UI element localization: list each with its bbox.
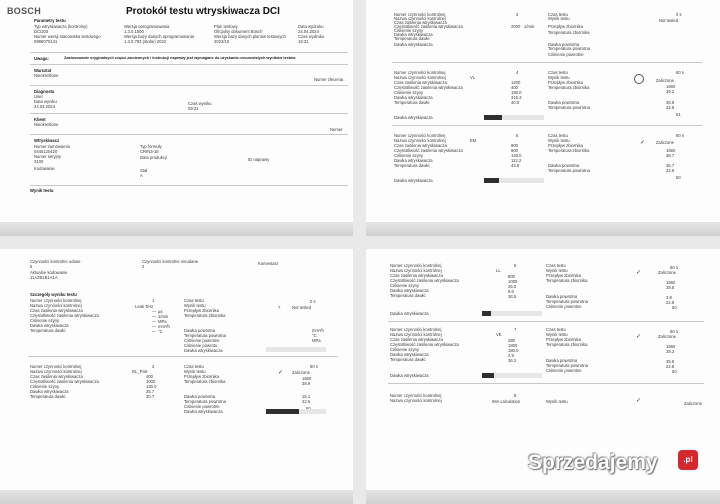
step-result: Zaliczone (658, 334, 676, 339)
summary-label: Czynności kontrolne nieudane (142, 259, 199, 264)
field-label: Temperatura dawki (394, 100, 430, 105)
divider (388, 321, 704, 322)
param-label: Wersja bazy danych oprogramowania (124, 34, 194, 39)
param-value: 2023/10 (214, 39, 230, 44)
dose-bar (484, 178, 544, 183)
field-label: Numer czynności kontrolnej (30, 298, 82, 303)
step-value: 25.0 (508, 284, 517, 289)
step-value: 600 (511, 148, 518, 153)
field-label: Wynik testu (546, 332, 568, 337)
usage-label: Uwaga: (34, 56, 49, 61)
step-value: 1000 (508, 279, 518, 284)
field-label: Ciśnienie szyny (394, 153, 424, 158)
field-label: Temperatura zbiornika (548, 148, 590, 153)
step-value: 39.2 (666, 89, 675, 94)
step-value: — (152, 314, 157, 319)
summary-label: Komentarz (258, 261, 279, 266)
step-time: 0 s (676, 12, 682, 17)
divider (392, 125, 702, 126)
field-label: Ciśnienie szyny (394, 90, 424, 95)
field-label: Temperatura powrotna (548, 168, 590, 173)
field-label: Częstotliwość zasilenia wtryskiwacza (394, 148, 463, 153)
field-label: Przepływ zbiornika (546, 273, 581, 278)
field-label: Temperatura dawki (394, 163, 430, 168)
step-value: 400 (146, 374, 153, 379)
field-label: Czas testu (546, 327, 566, 332)
injector-field-label: ID naprawy (248, 157, 270, 162)
step-result: Zaliczone (656, 140, 674, 145)
field-label: Wynik testu (184, 303, 206, 308)
field-label: Ciśnienie szyny (30, 318, 60, 323)
injector-field-label: Kodowanie (34, 166, 55, 171)
field-label: Nazwa czynności kontrolnej (30, 369, 82, 374)
field-label: Dawka wtryskiwacza (390, 311, 429, 316)
param-value: 1.3.0.1500 (124, 29, 144, 34)
unit: °C (158, 329, 163, 334)
param-value: DCI200 (34, 29, 49, 34)
step-value: 39.6 (666, 285, 675, 290)
step-time: 60 s (670, 265, 678, 270)
step-value: 1800 (508, 343, 518, 348)
dose-bar-fill (482, 311, 491, 316)
field-label: Numer czynności kontrolnej (394, 133, 446, 138)
field-label: Nazwa czynności kontrolnej (394, 75, 446, 80)
field-label: Częstotliwość zasilenia wtryskiwacza (390, 342, 459, 347)
watermark-text: Sprzedajemy (528, 451, 658, 474)
injector-field-label: Typ formuły (140, 144, 162, 149)
step-value: 2000 (511, 24, 521, 29)
step-value: 1660 (302, 376, 312, 381)
field-label: Ciśnienie powrotu (184, 343, 218, 348)
field-label: Częstotliwość zasilenia wtryskiwacza (394, 85, 463, 90)
injector-serial: 3100 (34, 159, 44, 164)
report-title: Protokół testu wtryskiwacza DCI (126, 6, 280, 17)
details-heading: Szczegóły wyniku testu (30, 292, 77, 297)
divider (30, 113, 348, 114)
step-value: 15.1 (302, 394, 311, 399)
field-label: Numer czynności kontrolnej (390, 327, 442, 332)
field-label: Nazwa czynności kontrolnej (390, 268, 442, 273)
step-number: 3 (516, 12, 519, 17)
field-label: Czas zasilenia wtryskiwacza (390, 273, 443, 278)
step-name: LL (496, 268, 501, 273)
field-label: Wynik testu (548, 138, 570, 143)
field-label: Czas testu (548, 70, 568, 75)
param-label: Wersja bazy danych planów testowych (214, 34, 286, 39)
param-label: Plan testowy (214, 24, 238, 29)
field-label: Dawka wtryskiwacza (184, 409, 223, 414)
step-result: Not tested (292, 305, 312, 310)
field-label: Przepływ zbiornika (546, 337, 581, 342)
field-label: Temperatura dawki (390, 293, 426, 298)
field-label: Dawka powrotna (546, 358, 578, 363)
divider (388, 383, 704, 384)
divider (392, 62, 702, 63)
dose-bar-fill (484, 178, 499, 183)
step-value: 315.3 (511, 95, 522, 100)
field-label: Wynik testu (548, 75, 570, 80)
step-value: 22.6 (666, 168, 675, 173)
field-label: Częstotliwość zasilenia wtryskiwacza (390, 278, 459, 283)
field-label: Dawka powrotna (184, 394, 216, 399)
diag-date: 24.04.2024 (34, 104, 55, 109)
step-time: 60 s (310, 364, 318, 369)
dose-bar (482, 311, 542, 316)
step-value: — (152, 309, 157, 314)
field-label: Czas testu (184, 298, 204, 303)
field-label: Numer czynności kontrolnej (394, 12, 446, 17)
field-label: Dawka wtryskiwacza (394, 42, 433, 47)
check-icon: ✓ (636, 270, 642, 276)
field-label: Temperatura dawki (30, 328, 66, 333)
dose-bar-fill (482, 373, 494, 378)
step-value: 400 (511, 85, 518, 90)
param-value: 0986070141 (34, 39, 58, 44)
step-value: 35.7 (666, 163, 675, 168)
step-value: 36.5 (508, 294, 517, 299)
pass-check-icon (634, 74, 644, 84)
step-time: 60 s (670, 329, 678, 334)
field-label: Temperatura powrotna (548, 105, 590, 110)
injector-field-label: Data produkcji (140, 155, 167, 160)
field-label: Czas zasilenia wtryskiwacza (394, 143, 447, 148)
diag-time-label: Czas wyniku (188, 101, 212, 106)
field-label: Dawka wtryskiwacza (394, 115, 433, 120)
field-label: Przepływ zbiornika (548, 80, 583, 85)
unit: °C (312, 333, 317, 338)
dose-bar (484, 115, 544, 120)
field-label: Ciśnienie szyny (390, 283, 420, 288)
result-label: Wynik testu (30, 188, 54, 193)
param-value: Oficjalny dokument Bosch (214, 29, 263, 34)
diag-time: 09:21 (188, 106, 199, 111)
field-label: Temperatura powrotna (546, 363, 588, 368)
field-label: Dawka wtryskiwacza (30, 323, 69, 328)
step-number: 8 (514, 393, 517, 398)
step-name: RL_Part (132, 369, 148, 374)
injector-field-label: Stał (140, 168, 148, 173)
step-value: 50 (672, 369, 677, 374)
step-number: 2 (152, 364, 155, 369)
report-page-2 (366, 0, 720, 236)
step-value: 35.6 (666, 359, 675, 364)
check-icon: ✓ (636, 398, 642, 404)
step-number: 1 (152, 298, 155, 303)
step-value: 800 (508, 274, 515, 279)
step-value: 1660 (666, 280, 676, 285)
step-value: 22.6 (666, 105, 675, 110)
divider (30, 64, 348, 65)
usage-text: Zastosowanie oryginalnych części zamiennych i instrukcji naprawy jest wymagane do uzyskania rzeczowistych wyników testów. (64, 56, 297, 60)
field-label: Temperatura zbiornika (184, 313, 226, 318)
unit: 1/min (158, 314, 169, 319)
field-label: Nazwa czynności kontrolnej (394, 138, 446, 143)
field-label: Przepływ zbiornika (184, 308, 219, 313)
divider (30, 134, 348, 135)
step-time: 60 s (676, 70, 684, 75)
summary-value: 5 (30, 264, 33, 269)
field-label: Czas zasilenia wtryskiwacza (394, 20, 447, 25)
field-label: Przepływ zbiornika (548, 143, 583, 148)
field-label: Dawka wtryskiwacza (390, 288, 429, 293)
field-label: Dawka powrotna (548, 163, 580, 168)
field-label: Częstotliwość zasilenia wtryskiwacza (394, 24, 463, 29)
field-label: Czas testu (184, 364, 204, 369)
step-value: 140.0 (511, 153, 522, 158)
divider (30, 85, 348, 86)
report-page-3 (0, 249, 353, 504)
check-icon: ✓ (636, 334, 642, 340)
dose-bar (266, 409, 326, 414)
field-label: Dawka wtryskiwacza (390, 373, 429, 378)
field-label: Temperatura zbiornika (184, 379, 226, 384)
step-value: 1200 (511, 80, 521, 85)
unit: µs (158, 309, 163, 314)
report-page-1 (0, 0, 353, 236)
summary-value: 11A2B1B1A1A (30, 275, 58, 280)
step-value: 900 (511, 143, 518, 148)
step-value: 180.0 (508, 348, 519, 353)
injector-field-label: Numer zamówienia (34, 144, 70, 149)
bosch-logo: BOSCH (7, 6, 42, 16)
diag-user: User (34, 94, 43, 99)
step-value: 130.0 (146, 384, 157, 389)
unit: MPa (158, 319, 167, 324)
step-name: IMA calculation (492, 399, 521, 404)
step-value: 1660 (666, 84, 676, 89)
param-value: 1.3.0.783 (stobe) 2022 (124, 39, 167, 44)
step-number: 5 (516, 133, 519, 138)
param-label: Czas wydruku (298, 34, 325, 39)
step-value: 2.9 (508, 353, 514, 358)
field-label: Temperatura powrotna (184, 333, 226, 338)
step-value: 22.8 (666, 364, 675, 369)
page-footer (0, 222, 353, 236)
step-value: 40.0 (511, 100, 520, 105)
dose-bar (482, 373, 542, 378)
step-value: — (152, 324, 157, 329)
field-label: Ciśnienie szyny (390, 347, 420, 352)
divider (28, 356, 338, 357)
field-label: Dawka powrotna (184, 328, 216, 333)
step-value: 30.7 (146, 394, 155, 399)
step-value: 1660 (666, 344, 676, 349)
client-number: Numer (330, 127, 343, 132)
field-label: Czas zasilenia wtryskiwacza (394, 80, 447, 85)
step-value: 51 (676, 112, 681, 117)
field-label: Czas testu (548, 12, 568, 17)
step-value: 36.2 (508, 358, 517, 363)
step-number: 4 (516, 70, 519, 75)
step-value: 39.3 (666, 349, 675, 354)
step-value: 180.0 (511, 90, 522, 95)
field-label: Dawka wtryskiwacza (184, 348, 223, 353)
field-label: Częstotliwość zasilenia wtryskiwacza (30, 379, 99, 384)
field-label: Częstotliwość zasilenia wtryskiwacza (30, 313, 99, 318)
unit: mm³/h (312, 328, 324, 333)
field-label: Dawka wtryskiwacza (30, 389, 69, 394)
diag-label: Diagnosta (34, 89, 55, 94)
question-icon: ? (278, 305, 281, 310)
injector-class: A (140, 173, 143, 178)
field-label: Ciśnienie powrotne (184, 404, 220, 409)
step-value: 112.2 (511, 158, 522, 163)
workshop-label: Warsztat (34, 68, 52, 73)
unit: MPa (312, 338, 321, 343)
step-value: 3.8 (666, 295, 672, 300)
dose-bar (266, 347, 326, 352)
param-value: 15:31 (298, 39, 309, 44)
field-label: Ciśnienie szyny (30, 384, 60, 389)
step-time: 0 s (310, 299, 316, 304)
field-label: Ciśnienie powrotne (546, 304, 582, 309)
param-value: 24.04.2024 (298, 29, 319, 34)
page-footer (0, 490, 353, 504)
field-label: Temperatura powrotna (546, 299, 588, 304)
dose-bar-fill (484, 115, 502, 120)
page-footer (366, 222, 720, 236)
watermark-logo: .pl (678, 450, 698, 470)
params-heading: Parametry testu (34, 18, 66, 23)
field-label: Nazwa czynności kontrolnej (30, 303, 82, 308)
workshop-order: Numer zlecenia (314, 77, 344, 82)
check-icon: ✓ (278, 370, 284, 376)
field-label: Numer czynności kontrolnej (390, 263, 442, 268)
field-label: Temperatura zbiornika (548, 85, 590, 90)
field-label: Temperatura powrotna (184, 399, 226, 404)
divider (30, 185, 348, 186)
injector-label: Wtryskiwacz (34, 138, 60, 143)
param-label: Wersja oprogramowania (124, 24, 170, 29)
page-footer (366, 490, 720, 504)
divider (30, 52, 348, 53)
client-label: Klient (34, 117, 46, 122)
field-label: Dawka wtryskiwacza (394, 32, 433, 37)
step-value: 1660 (666, 148, 676, 153)
step-value: 22.5 (302, 399, 311, 404)
field-label: Dawka wtryskiwacza (394, 158, 433, 163)
field-label: Temperatura zbiornika (548, 30, 590, 35)
field-label: Wynik testu (184, 369, 206, 374)
check-icon: ✓ (640, 140, 646, 146)
field-label: Numer czynności kontrolnej (394, 70, 446, 75)
field-label: Temperatura dawki (30, 394, 66, 399)
field-label: Ciśnienie powrotne (184, 338, 220, 343)
step-name: Leak Test (135, 304, 153, 309)
field-label: Dawka wtryskiwacza (390, 352, 429, 357)
field-label: Ciśnienie szyny (394, 28, 424, 33)
dose-bar-fill (266, 409, 299, 414)
step-result: Zaliczone (656, 78, 674, 83)
field-label: Nazwa czynności kontrolnej (390, 398, 442, 403)
field-label: Dawka wtryskiwacza (394, 95, 433, 100)
step-result: Not tested (659, 18, 679, 23)
field-label: Numer czynności kontrolnej (390, 393, 442, 398)
field-label: Temperatura zbiornika (546, 342, 588, 347)
step-value: — (152, 329, 157, 334)
field-label: Temperatura dawki (390, 357, 426, 362)
step-number: 6 (514, 263, 517, 268)
step-value: 22.6 (666, 300, 675, 305)
field-label: Czas zasilenia wtryskiwacza (30, 308, 83, 313)
workshop-name: Nieokreślone (34, 73, 59, 78)
param-label: Numer wersji stanowiska testowego (34, 34, 101, 39)
step-value: — (152, 319, 157, 324)
step-value: 36.6 (666, 100, 675, 105)
field-label: Czas testu (548, 133, 568, 138)
step-number: 7 (514, 327, 517, 332)
field-label: Wynik testu (548, 16, 570, 21)
field-label: Nazwa czynności kontrolnej (390, 332, 442, 337)
field-label: Wynik testu (546, 268, 568, 273)
field-label: Czas zasilenia wtryskiwacza (390, 337, 443, 342)
unit: mm³/h (158, 324, 170, 329)
field-label: Nazwa czynności kontrolnej (394, 16, 446, 21)
step-name: VE (496, 332, 502, 337)
step-result: Zaliczone (658, 270, 676, 275)
field-label: Wynik testu (546, 399, 568, 404)
summary-value: 2 (142, 264, 145, 269)
step-time: 60 s (676, 133, 684, 138)
field-label: Dawka powrotna (548, 100, 580, 105)
summary-label: Czynności kontrolne udane (30, 259, 81, 264)
summary-label: Aktualne kodowanie (30, 270, 68, 275)
field-label: Dawka powrotna (548, 42, 580, 47)
step-value: 1000 (146, 379, 156, 384)
diag-date-label: Data wyniku (34, 99, 57, 104)
field-label: Przepływ zbiornika (548, 24, 583, 29)
step-value: 50 (672, 305, 677, 310)
field-label: Temperatura zbiornika (546, 278, 588, 283)
injector-order-number: 0445120420 (34, 149, 58, 154)
field-label: Temperatura powrotna (548, 46, 590, 51)
step-value: 35.7 (146, 389, 155, 394)
field-label: Dawka powrotna (546, 294, 578, 299)
injector-field-label: Numer seryjny (34, 154, 61, 159)
step-value: 280 (508, 338, 515, 343)
field-label: Ciśnienie powrotne (546, 368, 582, 373)
unit: 1/min (524, 24, 535, 29)
field-label: Przepływ zbiornika (184, 374, 219, 379)
param-label: Data wydruku (298, 24, 324, 29)
field-label: Dawka wtryskiwacza (394, 178, 433, 183)
client-name: Nieokreślone (34, 122, 59, 127)
step-name: VL (470, 75, 476, 80)
step-result: Zaliczone (292, 370, 310, 375)
step-result: Zaliczone (684, 401, 702, 406)
step-value: 50 (676, 175, 681, 180)
field-label: Temperatura dawki (394, 36, 430, 41)
param-label: Typ wtryskiwacza (kontrolny) (34, 24, 88, 29)
step-value: 43.8 (511, 163, 520, 168)
step-value: 38.7 (666, 153, 675, 158)
field-label: Czas testu (546, 263, 566, 268)
field-label: Ciśnienie powrotne (548, 52, 584, 57)
step-value: 38.9 (302, 381, 311, 386)
step-name: EM (470, 138, 477, 143)
field-label: Numer czynności kontrolnej (30, 364, 82, 369)
field-label: Czas zasilenia wtryskiwacza (30, 374, 83, 379)
injector-formula: CRIN3-18 (140, 149, 159, 154)
step-value: 6.6 (508, 289, 514, 294)
